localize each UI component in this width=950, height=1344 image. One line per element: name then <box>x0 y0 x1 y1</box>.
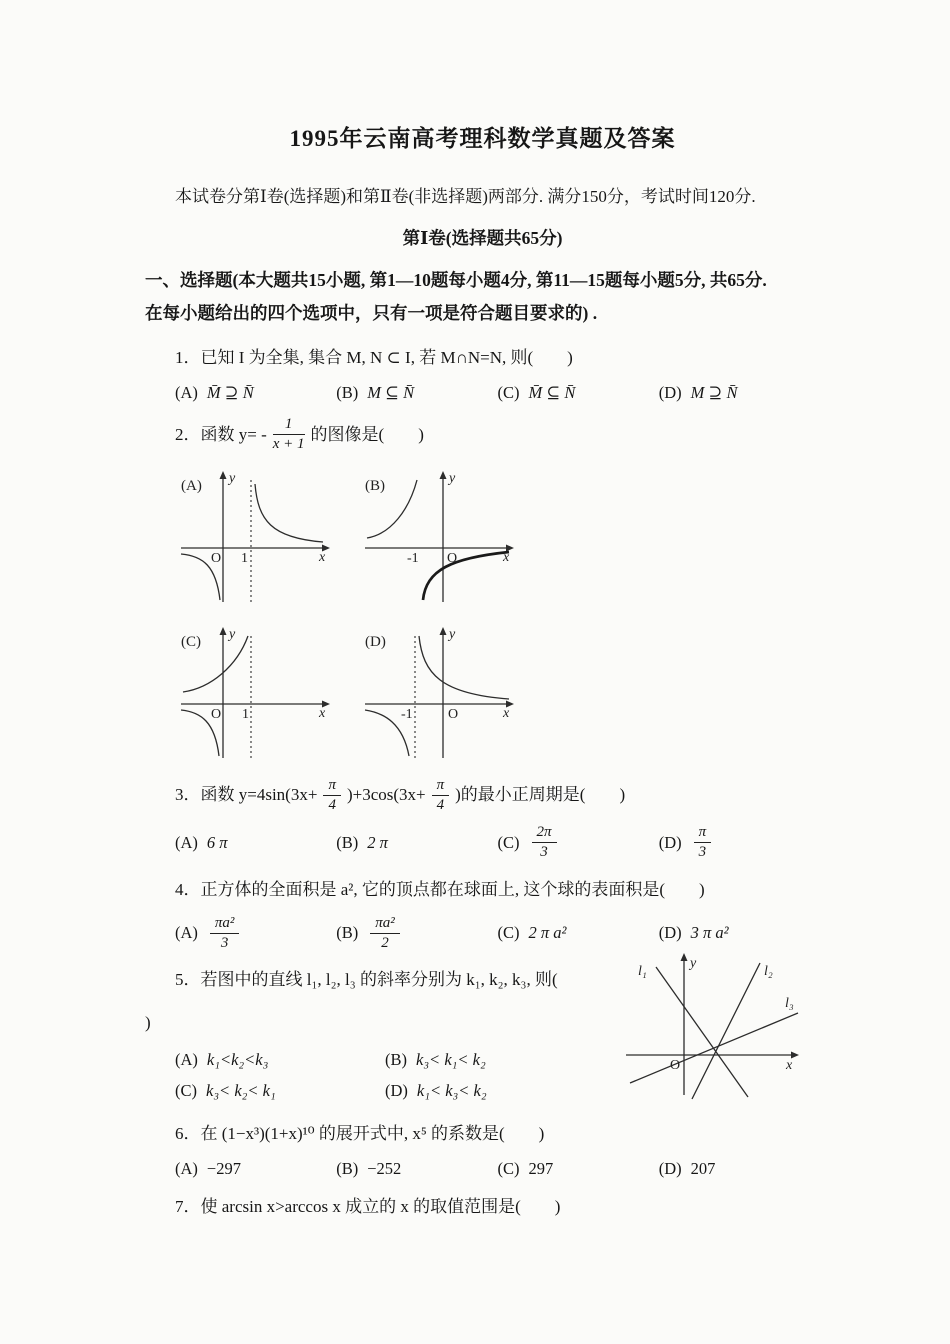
y-axis-arrow <box>440 471 447 479</box>
x-label: x <box>503 705 510 721</box>
graph-b-label: (B) <box>365 477 385 494</box>
curve-upper-right <box>255 484 323 542</box>
q6-option-b <box>336 1159 497 1179</box>
y-label: y <box>690 956 697 971</box>
option-math: k₁< k₃< k₂ <box>416 1081 487 1100</box>
curve-lower-right <box>423 549 510 600</box>
option-label: (C) <box>497 832 520 852</box>
question-3-options <box>145 824 820 862</box>
lines-slope-figure <box>622 951 802 1101</box>
fraction-denominator: 3 <box>540 844 548 861</box>
question-2-graphs <box>145 468 545 764</box>
option-label: (B) <box>336 1159 359 1178</box>
q1-option-b <box>336 383 497 403</box>
option-math: 3 π a² <box>690 923 729 943</box>
tick-label: 1 <box>241 550 248 566</box>
option-label: (C) <box>497 923 520 943</box>
option-label: (B) <box>336 383 359 402</box>
option-label: (A) <box>175 383 198 402</box>
fraction-numerator: π <box>432 777 450 796</box>
stem-text: )的最小正周期是( ) <box>455 785 626 805</box>
y-axis-arrow <box>220 627 227 635</box>
fraction-denominator: 3 <box>220 934 229 951</box>
hyperbola-plot-b <box>359 468 521 608</box>
option-math: M ⊆ N̄ <box>367 383 415 402</box>
option-label: (B) <box>336 923 359 943</box>
q4-option-d <box>659 923 820 943</box>
option-math: M ⊇ N̄ <box>690 383 738 402</box>
question-3-stem <box>145 777 820 815</box>
question-7-stem: 7．使 arcsin x>arccos x 成立的 x 的取值范围是( ) <box>175 1197 561 1216</box>
page-title: 1995年云南高考理科数学真题及答案 <box>289 126 676 151</box>
q6-option-d <box>659 1159 820 1179</box>
graph-a-label: (A) <box>181 477 202 494</box>
tick-label: -1 <box>407 550 419 566</box>
curve-upper-right <box>419 636 509 699</box>
option-label: (B) <box>385 1050 407 1069</box>
section-instructions-line2: 在每小题给出的四个选项中，只有一项是符合题目要求的) . <box>145 303 598 323</box>
option-value: −252 <box>367 1159 402 1178</box>
y-label: y <box>449 470 456 486</box>
fraction-numerator: 2π <box>532 824 557 843</box>
graph-c-label: (C) <box>181 633 201 650</box>
fraction-numerator: πa² <box>210 915 240 934</box>
origin-label: O <box>211 706 222 722</box>
q1-option-a <box>175 383 336 403</box>
origin-label: O <box>211 550 222 566</box>
q5-option-c <box>175 1075 385 1106</box>
option-value: 297 <box>528 1159 554 1178</box>
q1-option-d <box>659 383 820 403</box>
fraction-denominator: 4 <box>328 796 336 813</box>
q1-option-c <box>498 383 659 403</box>
line-l3 <box>630 1013 798 1083</box>
fraction <box>532 824 557 862</box>
q3-option-b <box>336 833 497 853</box>
fraction-numerator: πa² <box>370 915 400 934</box>
fraction <box>273 416 305 454</box>
option-label: (D) <box>658 923 682 943</box>
x-label: x <box>503 549 510 565</box>
graph-d-label: (D) <box>365 633 386 650</box>
option-math: 6 π <box>206 832 228 852</box>
hyperbola-plot-a <box>175 468 337 608</box>
q4-option-a <box>175 915 336 953</box>
fraction <box>370 915 400 953</box>
option-label: (D) <box>385 1081 408 1100</box>
option-label: (C) <box>497 383 520 402</box>
stem-text: )+3cos(3x+ <box>346 785 426 805</box>
part1-header: 第Ⅰ卷(选择题共65分) <box>402 228 563 248</box>
option-label: (A) <box>175 832 198 852</box>
line-l2-label: l₂ <box>764 964 773 979</box>
q5-option-b <box>385 1044 595 1075</box>
fraction <box>210 915 240 953</box>
fraction-denominator: x + 1 <box>272 436 305 453</box>
origin-label: O <box>448 706 459 722</box>
fraction-denominator: 3 <box>698 844 707 861</box>
option-math: k₁<k₂<k₃ <box>206 1050 269 1069</box>
fraction-numerator: π <box>323 777 341 796</box>
q5-option-a <box>175 1044 385 1075</box>
fraction-numerator: 1 <box>273 416 305 435</box>
option-value: 207 <box>690 1159 716 1178</box>
option-label: (D) <box>658 832 682 852</box>
option-label: (D) <box>658 383 682 402</box>
option-label: (A) <box>175 1159 198 1178</box>
option-label: (D) <box>658 1159 682 1178</box>
fraction <box>323 777 341 815</box>
q4-option-c <box>498 923 659 943</box>
option-label: (A) <box>175 923 198 943</box>
y-label: y <box>229 470 236 486</box>
option-label: (C) <box>497 1159 520 1178</box>
option-math: 2 π a² <box>528 923 567 943</box>
fraction-denominator: 4 <box>436 796 445 813</box>
y-axis-arrow <box>220 471 227 479</box>
y-label: y <box>449 626 456 642</box>
option-math: 2 π <box>367 832 388 852</box>
option-label: (B) <box>336 832 359 852</box>
exam-intro: 本试卷分第Ⅰ卷(选择题)和第Ⅱ卷(非选择题)两部分. 满分150分，考试时间120分. <box>175 187 756 206</box>
fraction <box>694 824 712 862</box>
stem-text: 2．函数 y= - <box>175 424 267 444</box>
fraction-denominator: 2 <box>381 934 389 951</box>
graph-option-a <box>175 468 337 608</box>
line-l2 <box>692 963 760 1099</box>
question-5-stem-line1: 5．若图中的直线 l₁, l₂, l₃ 的斜率分别为 k₁, k₂, k₃, 则( <box>175 970 558 989</box>
option-math: k₃< k₁< k₂ <box>416 1050 486 1069</box>
graph-option-b <box>359 468 521 608</box>
question-4-options <box>145 915 820 953</box>
question-6-stem: 6．在 (1−x³)(1+x)¹⁰ 的展开式中, x⁵ 的系数是( ) <box>175 1124 545 1143</box>
question-2-stem <box>145 416 820 454</box>
option-math: M̄ ⊆ N̄ <box>528 383 576 402</box>
option-math: k₃< k₂< k₁ <box>206 1081 276 1100</box>
q6-option-a <box>175 1159 336 1179</box>
q3-option-d <box>659 824 820 862</box>
q4-option-b <box>336 915 497 953</box>
question-5-block <box>145 956 820 1106</box>
question-5-stem-line2: ) <box>145 1013 151 1032</box>
question-1-stem: 1．已知 I 为全集, 集合 M, N ⊂ I, 若 M∩N=N, 则( ) <box>175 348 573 367</box>
question-6-options <box>145 1159 820 1179</box>
tick-label: 1 <box>242 706 249 722</box>
origin-label: O <box>670 1058 681 1073</box>
fraction <box>432 777 450 815</box>
option-math: M̄ ⊇ N̄ <box>206 383 254 402</box>
question-1-options <box>145 383 820 403</box>
y-axis-arrow <box>681 953 688 961</box>
q6-option-c <box>498 1159 659 1179</box>
y-axis-arrow <box>440 627 447 635</box>
hyperbola-plot-d <box>359 624 521 764</box>
option-label: (C) <box>175 1081 197 1100</box>
q3-option-a <box>175 833 336 853</box>
option-value: −297 <box>206 1159 241 1178</box>
q5-option-d <box>385 1075 595 1106</box>
y-label: y <box>229 626 236 642</box>
q3-option-c <box>498 824 659 862</box>
question-4-stem: 4．正方体的全面积是 a², 它的顶点都在球面上, 这个球的表面积是( ) <box>175 879 705 899</box>
line-l1 <box>656 967 748 1097</box>
section-instructions-line1: 一、选择题(本大题共15小题, 第1—10题每小题4分, 第11—15题每小题5分, 共65分. <box>145 270 767 290</box>
stem-text: 3．函数 y=4sin(3x+ <box>175 785 318 805</box>
hyperbola-plot-c <box>175 624 337 764</box>
x-label: x <box>319 549 326 565</box>
stem-text: 的图像是( ) <box>310 424 424 444</box>
line-l1-label: l₁ <box>638 964 647 979</box>
graph-option-d <box>359 624 521 764</box>
line-l3-label: l₃ <box>785 996 794 1011</box>
graph-option-c <box>175 624 337 764</box>
origin-label: O <box>447 550 458 566</box>
option-label: (A) <box>175 1050 198 1069</box>
x-label: x <box>786 1058 793 1073</box>
x-label: x <box>319 705 326 721</box>
fraction-numerator: π <box>694 824 712 843</box>
page-content <box>145 120 820 1222</box>
tick-label: -1 <box>401 706 413 722</box>
